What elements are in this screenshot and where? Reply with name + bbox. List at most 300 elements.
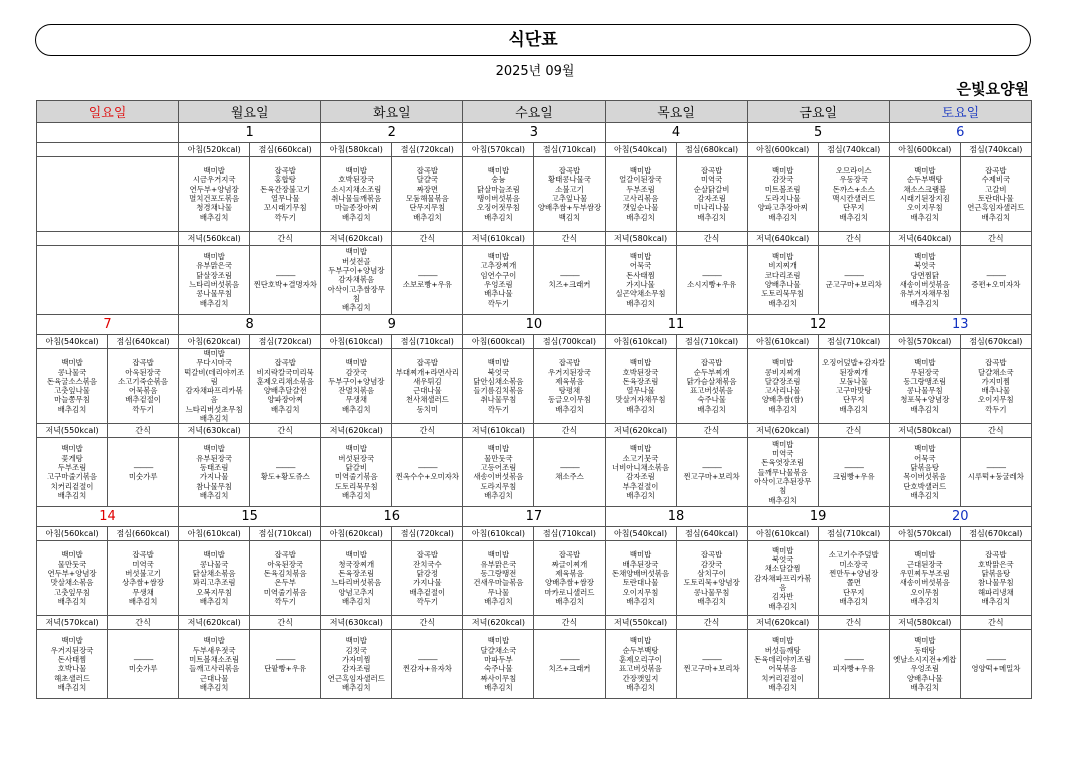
dinner-label: 저녁(640kcal): [889, 232, 960, 246]
menu-item: 깍두기: [274, 596, 296, 606]
menu-item: 배추김치: [342, 212, 371, 222]
dinner-menu: [321, 246, 392, 315]
snack-menu: [818, 438, 889, 507]
menu-item: 콩비지찌개: [764, 367, 801, 377]
menu-item: 배추김치: [342, 596, 371, 606]
snack-menu: [676, 630, 747, 699]
menu-item: 배추김치: [910, 298, 940, 308]
dinner-label: 저녁(610kcal): [463, 424, 534, 438]
menu-item: 가지나물: [626, 280, 655, 289]
menu-item: 고사리나물: [764, 386, 801, 396]
breakfast-menu: [179, 349, 250, 424]
menu-item: 물만둣국: [484, 453, 513, 463]
menu-item: 단팥빵+우유: [264, 664, 307, 674]
breakfast-label: 아침(600kcal): [889, 143, 960, 157]
menu-item: 배추김치: [199, 596, 229, 606]
menu-item: 제육볶음: [555, 569, 584, 579]
menu-item: 우엉조림: [484, 280, 513, 289]
menu-item: 감자채파프리카볶: [185, 386, 243, 396]
menu-item: 근대나물: [413, 386, 442, 396]
dinner-label: 저녁(620kcal): [747, 616, 818, 630]
menu-item: 열무나물: [626, 386, 655, 396]
lunch-menu: [818, 541, 889, 616]
menu-item: 백미밥: [487, 252, 510, 262]
menu-item: 백미밥: [345, 166, 367, 176]
snack-label: 간식: [108, 424, 179, 438]
menu-item: 우거지된장국: [50, 645, 94, 655]
menu-item: 상추쌈+쌈장: [122, 578, 165, 588]
menu-item: ———: [986, 270, 1006, 280]
menu-item: 배추김치: [981, 596, 1011, 606]
menu-item: ———: [702, 270, 722, 280]
menu-item: 떡갈비(데리야끼조: [184, 367, 245, 377]
menu-item: ———: [559, 655, 580, 665]
menu-item: 우민찌두부조림: [899, 569, 950, 579]
menu-item: 단무지: [843, 395, 865, 405]
lunch-menu: [250, 157, 321, 232]
menu-item: 고구마줄기볶음: [47, 472, 98, 482]
menu-item: 돈육김치볶음: [263, 569, 307, 579]
menu-item: 오이지무침: [622, 587, 659, 597]
menu-item: 아삭이고추된장무: [754, 477, 812, 487]
menu-item: 닭가슴살채볶음: [686, 376, 737, 386]
date-number: 3: [463, 123, 605, 143]
menu-item: 임연수구이: [480, 270, 517, 280]
menu-item: 연두부+양념장: [47, 569, 97, 579]
menu-item: 소시지채소조림: [331, 184, 382, 194]
breakfast-label: 아침(570kcal): [463, 143, 534, 157]
dinner-menu: [747, 438, 818, 507]
menu-item: 배추김치: [270, 404, 300, 414]
month-label: 2025년 09월: [495, 64, 575, 79]
menu-item: 오복지무침: [196, 587, 232, 597]
menu-item: 배추김치: [768, 298, 797, 308]
menu-item: 침: [779, 486, 787, 496]
menu-item: 음: [779, 583, 787, 593]
menu-item: 무생채: [345, 395, 367, 405]
menu-item: 침: [352, 293, 360, 303]
menu-item: 두부새우젓국: [192, 645, 236, 655]
menu-item: ———: [275, 270, 295, 280]
menu-item: 삼치구이: [697, 569, 726, 579]
menu-item: 양파장아찌: [267, 395, 304, 405]
menu-item: 백미밥: [771, 439, 794, 449]
menu-item: 깍두기: [132, 404, 154, 414]
lunch-menu: [960, 349, 1031, 424]
menu-item: 청국장찌개: [338, 559, 375, 569]
empty-cell: [37, 232, 179, 246]
menu-item: 두부조림: [57, 463, 87, 473]
breakfast-menu: [321, 541, 392, 616]
menu-item: 백미밥: [345, 444, 367, 454]
dinner-label: 저녁(550kcal): [605, 616, 676, 630]
menu-item: 수제비국: [981, 175, 1011, 185]
menu-item: 들깨고사리볶음: [189, 664, 240, 674]
menu-item: 백미밥: [629, 636, 652, 646]
lunch-menu: [392, 541, 463, 616]
menu-item: 깍두기: [487, 404, 510, 414]
menu-item: 표고버섯볶음: [690, 386, 734, 396]
menu-item: 간장깻잎지: [622, 673, 659, 683]
menu-item: 고추장찌개: [480, 261, 517, 271]
week-2-row: [37, 315, 1032, 335]
menu-item: 토란대나물: [977, 194, 1014, 203]
breakfast-label: 아침(570kcal): [889, 335, 960, 349]
breakfast-menu: [605, 349, 676, 424]
menu-item: 고춧잎나물: [54, 386, 90, 396]
lunch-menu: [534, 157, 605, 232]
menu-item: 가지나물: [199, 472, 229, 482]
menu-item: ———: [417, 655, 437, 665]
lunch-label: 점심(720kcal): [392, 527, 463, 541]
menu-item: 소시지빵+우유: [687, 280, 737, 289]
menu-item: 느타리버섯초무침: [185, 404, 243, 414]
menu-item: 백미밥: [203, 166, 225, 176]
menu-item: 모둠나물: [839, 376, 868, 386]
lunch-menu: [108, 349, 179, 424]
menu-item: 백미밥: [629, 550, 652, 560]
menu-item: 감자채파프리카볶: [754, 573, 812, 583]
menu-item: 순두부찌개: [693, 367, 730, 377]
week-1-row: [37, 157, 1032, 232]
menu-item: 배추김치: [484, 682, 513, 692]
menu-item: 숭늉: [491, 175, 506, 185]
lunch-menu: [108, 541, 179, 616]
empty-cell: [37, 157, 179, 232]
snack-menu: [960, 630, 1031, 699]
menu-item: 백미밥: [487, 550, 510, 560]
menu-item: ———: [275, 463, 295, 473]
snack-menu: [960, 246, 1031, 315]
lunch-label: 점심(700kcal): [534, 335, 605, 349]
lunch-label: 점심(740kcal): [960, 143, 1031, 157]
menu-item: 도토리묵무침: [334, 481, 378, 491]
lunch-label: 점심(710kcal): [676, 335, 747, 349]
menu-item: 채소주스: [555, 472, 584, 482]
snack-menu: [818, 246, 889, 315]
menu-item: 느타리버섯볶음: [189, 280, 240, 289]
menu-item: 숙주나물: [484, 664, 513, 674]
menu-item: 고추잎나물: [551, 194, 588, 203]
menu-item: 깍두기: [274, 212, 296, 222]
empty-cell: [37, 143, 179, 157]
menu-item: 동태탕: [914, 645, 936, 655]
dinner-label: 저녁(560kcal): [179, 232, 250, 246]
menu-item: 도라지무침: [480, 481, 517, 491]
breakfast-label: 아침(540kcal): [605, 527, 676, 541]
dinner-label: 저녁(620kcal): [605, 424, 676, 438]
breakfast-menu: [889, 541, 960, 616]
menu-item: 고춧잎무침: [54, 587, 90, 597]
snack-label: 간식: [960, 232, 1031, 246]
menu-item: 백미밥: [771, 636, 794, 646]
menu-item: 감자조림: [626, 472, 655, 482]
menu-item: 백미밥: [487, 636, 510, 646]
breakfast-menu: [37, 541, 108, 616]
lunch-label: 점심(710kcal): [250, 527, 321, 541]
menu-item: 취나물들깨볶음: [331, 194, 382, 203]
menu-item: 미역국: [132, 559, 154, 569]
menu-item: 감잣국: [345, 367, 367, 377]
menu-item: 잡곡밥: [132, 358, 154, 368]
empty-date-cell: [37, 123, 179, 143]
menu-item: 치커리겉절이: [50, 481, 94, 491]
breakfast-menu: [463, 349, 534, 424]
menu-item: 시금우거지국: [192, 175, 236, 185]
menu-item: 백미밥: [629, 166, 652, 176]
menu-item: 단무지무침: [409, 203, 446, 213]
lunch-label: 점심(710kcal): [818, 335, 889, 349]
breakfast-menu: [747, 541, 818, 616]
menu-item: 배추김치: [199, 212, 229, 222]
menu-item: 백미밥: [203, 550, 225, 560]
menu-item: 백미밥: [61, 550, 83, 560]
lunch-menu: [960, 157, 1031, 232]
menu-item: 미역줄기볶음: [334, 472, 378, 482]
menu-item: 배추김치: [413, 212, 442, 222]
lunch-menu: [250, 541, 321, 616]
menu-item: 우엉조림: [910, 664, 940, 674]
breakfast-menu: [889, 349, 960, 424]
menu-item: 잡곡밥: [558, 550, 581, 560]
menu-item: 비지락칼국미리묵: [256, 367, 314, 377]
menu-item: 백미밥: [771, 252, 794, 262]
menu-item: 깍두기: [985, 404, 1007, 414]
menu-item: 백미밥: [629, 358, 652, 368]
breakfast-label: 아침(610kcal): [321, 335, 392, 349]
weekday-2: 화요일: [321, 101, 463, 123]
menu-item: 돈육굴소스볶음: [47, 376, 98, 386]
menu-item: 미역줄기볶음: [263, 587, 307, 597]
menu-item: 잡곡밥: [274, 166, 296, 176]
menu-item: 콩나물국: [199, 559, 229, 569]
menu-item: 잡곡밥: [985, 358, 1007, 368]
menu-item: 채소스크램블: [903, 184, 947, 194]
dinner-menu: [747, 246, 818, 315]
menu-item: 백미밥: [203, 444, 225, 454]
lunch-menu: [818, 349, 889, 424]
menu-item: 치즈+크래커: [548, 280, 591, 289]
lunch-label: 점심(710kcal): [392, 335, 463, 349]
menu-item: 열무나물: [270, 194, 300, 203]
menu-item: ———: [986, 463, 1006, 473]
menu-item: 어묵국: [914, 453, 936, 463]
menu-item: 짜장면: [416, 184, 439, 194]
date-number: 1: [179, 123, 321, 143]
menu-item: 무다시마국: [196, 358, 232, 368]
menu-item: 북엇국: [487, 367, 510, 377]
menu-item: 두부구이+양념장: [328, 266, 385, 276]
date-number: 8: [179, 315, 321, 335]
breakfast-label: 아침(620kcal): [321, 527, 392, 541]
date-number: 20: [889, 507, 1031, 527]
snack-label: 간식: [250, 616, 321, 630]
menu-item: 동그랑땡조림: [903, 376, 947, 386]
dinner-menu: [179, 438, 250, 507]
menu-item: 표고버섯볶음: [619, 664, 662, 674]
menu-item: 새송이버섯볶음: [899, 280, 950, 289]
dinner-menu: [37, 438, 108, 507]
snack-menu: [960, 438, 1031, 507]
menu-item: 제육볶음: [555, 376, 584, 386]
menu-item: 탕평채: [558, 386, 581, 396]
snack-menu: [250, 630, 321, 699]
menu-item: 백미밥: [914, 166, 936, 176]
dinner-menu: [463, 630, 534, 699]
menu-item: 단무지: [843, 203, 865, 213]
menu-item: ———: [559, 463, 580, 473]
breakfast-label: 아침(540kcal): [605, 143, 676, 157]
menu-item: 오징어젓무침: [476, 203, 520, 213]
menu-item: 연근흑임자샐러드: [967, 203, 1025, 213]
menu-item: 양배추나물: [906, 673, 943, 683]
menu-item: 증편+오미자차: [971, 280, 1021, 289]
menu-item: 깍두기: [487, 298, 510, 308]
menu-item: 배추김치: [626, 596, 655, 606]
menu-item: 치커리겉절이: [761, 673, 805, 683]
menu-item: 잡곡밥: [700, 358, 723, 368]
menu-item: 가지나물: [413, 578, 442, 588]
menu-item: 배추김치: [981, 212, 1011, 222]
menu-item: 버섯전골: [342, 256, 371, 266]
week-2-row: [37, 438, 1032, 507]
menu-item: 배추김치: [697, 212, 726, 222]
menu-item: 음: [210, 395, 218, 405]
breakfast-label: 아침(520kcal): [179, 143, 250, 157]
menu-item: 단무지: [843, 587, 865, 597]
menu-item: 미숫가루: [128, 472, 158, 482]
lunch-label: 점심(640kcal): [108, 335, 179, 349]
snack-label: 간식: [392, 424, 463, 438]
menu-item: 돈사태찜: [626, 270, 655, 280]
menu-item: 양파고추장아찌: [757, 203, 808, 213]
menu-item: ———: [844, 463, 864, 473]
menu-item: 소보로빵+우유: [402, 280, 452, 289]
menu-item: ———: [417, 463, 437, 473]
lunch-label: 점심(670kcal): [960, 527, 1031, 541]
menu-item: 배추김치: [768, 495, 797, 505]
menu-item: 잡곡밥: [416, 166, 439, 176]
meal-calendar: [36, 100, 1032, 699]
snack-menu: [392, 630, 463, 699]
lunch-label: 점심(660kcal): [108, 527, 179, 541]
snack-menu: [534, 246, 605, 315]
menu-item: 근대나물: [199, 673, 229, 683]
menu-item: 닭볶음탕: [910, 463, 940, 473]
menu-item: 백미밥: [61, 358, 83, 368]
menu-item: 배추김치: [697, 404, 726, 414]
menu-item: 양념고추지: [338, 587, 375, 597]
lunch-menu: [676, 541, 747, 616]
menu-item: ———: [559, 270, 580, 280]
snack-label: 간식: [534, 424, 605, 438]
menu-item: 오징어덮밥+감자칼: [822, 358, 886, 368]
menu-item: 어묵국: [629, 261, 652, 271]
menu-item: 돈육장조림: [338, 569, 375, 579]
menu-item: 천사채샐러드: [405, 395, 449, 405]
menu-item: 옛날소시지전+케찹: [893, 655, 957, 665]
menu-item: 배추김치: [342, 490, 371, 500]
dinner-menu: [889, 438, 960, 507]
page-title: 식단표: [35, 24, 1031, 56]
breakfast-label: 아침(620kcal): [179, 335, 250, 349]
menu-item: 백미밥: [487, 444, 510, 454]
menu-item: 부대찌개+라면사리: [395, 367, 459, 377]
breakfast-label: 아침(610kcal): [463, 527, 534, 541]
date-number: 9: [321, 315, 463, 335]
menu-item: 아욱된장국: [125, 367, 161, 377]
menu-item: 청경채나물: [196, 203, 232, 213]
week-3-row: [37, 616, 1032, 630]
menu-item: 가자미찜: [342, 655, 371, 665]
menu-item: 새송이버섯볶음: [473, 472, 524, 482]
menu-item: 잔멸치볶음: [338, 386, 375, 396]
menu-item: 맛살채소볶음: [50, 578, 94, 588]
menu-item: 갯잎순나물: [622, 203, 659, 213]
menu-item: 백미밥: [914, 550, 936, 560]
menu-item: 버섯들깨탕: [764, 645, 801, 655]
menu-item: 꽈리고추조림: [192, 578, 236, 588]
menu-item: 우거지된장국: [548, 367, 591, 377]
week-3-row: [37, 630, 1032, 699]
menu-item: 홍합탕: [274, 175, 296, 185]
weekday-4: 목요일: [605, 101, 747, 123]
menu-item: 배추김치: [128, 596, 158, 606]
menu-item: 배추김치: [57, 682, 87, 692]
menu-item: 취나물무침: [480, 395, 517, 405]
menu-item: 소고기수주덮밥: [828, 550, 879, 560]
menu-item: 찐감자+유자차: [402, 664, 452, 674]
menu-item: ———: [702, 463, 722, 473]
breakfast-menu: [37, 349, 108, 424]
snack-label: 간식: [960, 424, 1031, 438]
menu-item: 버섯불고기: [125, 569, 161, 579]
date-number: 13: [889, 315, 1031, 335]
menu-item: 감자조림: [697, 194, 726, 203]
menu-item: 배추김치: [768, 212, 797, 222]
menu-item: 백미밥: [487, 358, 510, 368]
snack-menu: [818, 630, 889, 699]
menu-item: 잡곡밥: [985, 550, 1007, 560]
menu-item: 치즈+크래커: [548, 664, 591, 674]
menu-item: 미나리나물: [693, 203, 730, 213]
menu-item: 백미밥: [914, 636, 936, 646]
menu-item: 백미밥: [771, 358, 794, 368]
menu-item: 감잣국: [700, 559, 723, 569]
menu-item: 배추김치: [910, 596, 940, 606]
lunch-menu: [392, 157, 463, 232]
lunch-menu: [534, 541, 605, 616]
menu-item: 두부조림: [626, 184, 655, 194]
menu-item: 북엇국: [771, 555, 794, 565]
date-number: 2: [321, 123, 463, 143]
date-number: 11: [605, 315, 747, 335]
menu-item: 배추나물: [484, 289, 513, 299]
menu-item: 꽃게탕: [61, 453, 83, 463]
menu-item: 도토리묵+양념장: [683, 578, 740, 588]
menu-item: 배추김치: [342, 682, 371, 692]
menu-item: 미숫가루: [128, 664, 158, 674]
menu-item: 오이지무침: [906, 203, 943, 213]
menu-item: 미역국: [771, 449, 794, 459]
menu-item: 두부구이+양념장: [328, 376, 385, 386]
lunch-label: 점심(710kcal): [534, 527, 605, 541]
menu-item: 순살닭갈비: [693, 184, 730, 194]
menu-item: 소고기죽순볶음: [118, 376, 169, 386]
menu-item: 오이무침: [910, 587, 940, 597]
dinner-label: 저녁(570kcal): [37, 616, 108, 630]
menu-item: 돈육데리야끼조림: [754, 655, 812, 665]
